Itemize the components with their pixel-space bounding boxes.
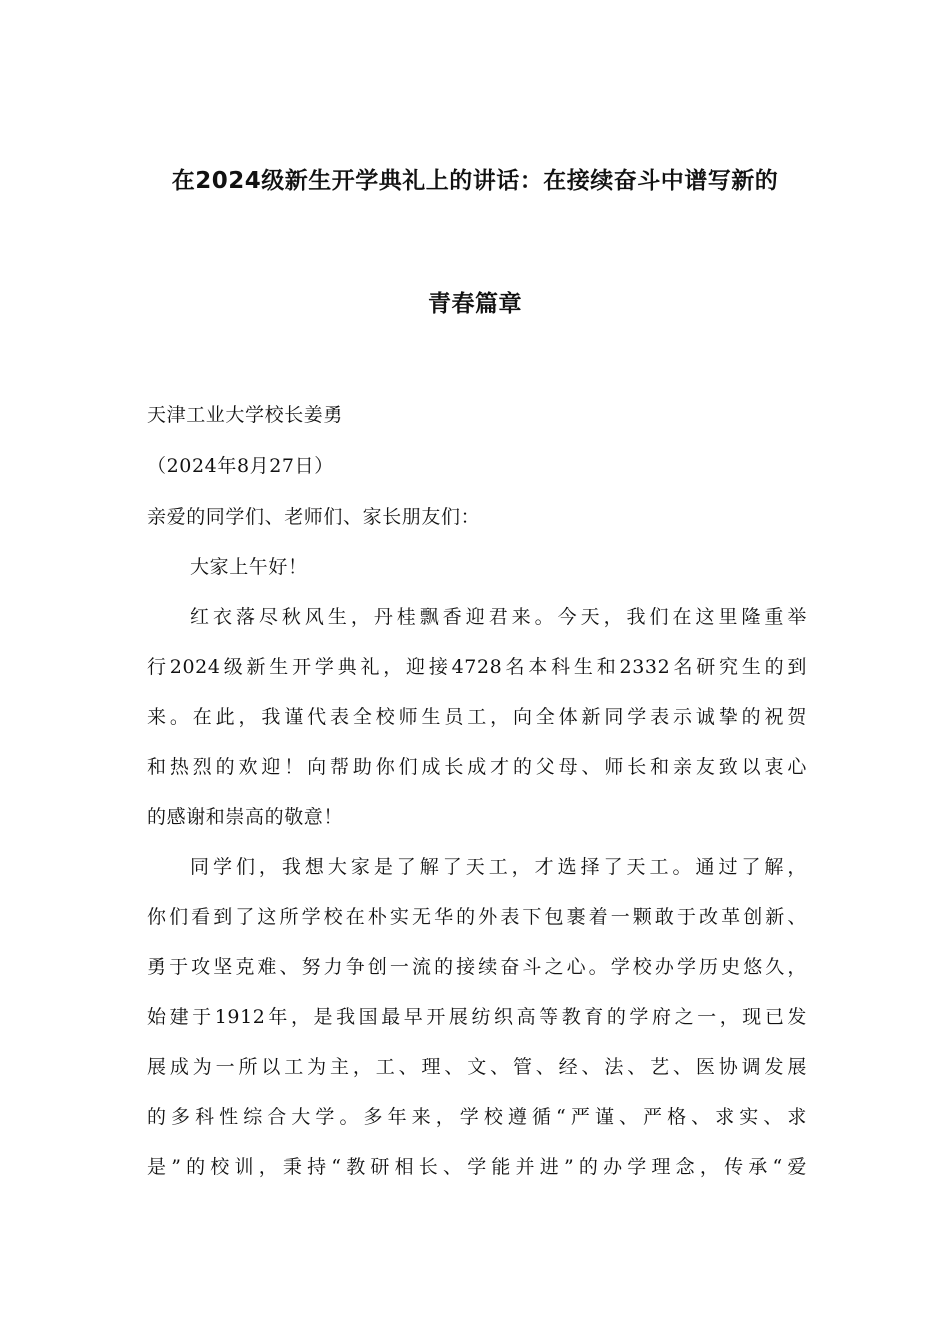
paragraph-2-line: 勇于攻坚克难、努力争创一流的接续奋斗之心。学校办学历史悠久， — [147, 956, 807, 978]
paragraph-1-line: 的感谢和崇高的敬意！ — [147, 806, 344, 828]
paragraph-2-line: 的多科性综合大学。多年来，学校遵循“严谨、严格、求实、求 — [147, 1106, 807, 1128]
greeting-line: 大家上午好！ — [190, 556, 308, 578]
paragraph-2-line: 是”的校训，秉持“教研相长、学能并进”的办学理念，传承“爱 — [147, 1156, 807, 1178]
paragraph-2-line: 你们看到了这所学校在朴实无华的外表下包裹着一颗敢于改革创新、 — [147, 906, 807, 928]
author-line: 天津工业大学校长姜勇 — [147, 404, 344, 426]
title-line-1: 在2024级新生开学典礼上的讲话：在接续奋斗中谱写新的 — [171, 168, 779, 194]
paragraph-2-line: 展成为一所以工为主，工、理、文、管、经、法、艺、医协调发展 — [147, 1056, 807, 1078]
paragraph-1-line: 红衣落尽秋风生，丹桂飘香迎君来。今天，我们在这里隆重举 — [190, 606, 807, 628]
paragraph-2-line: 同学们，我想大家是了解了天工，才选择了天工。通过了解， — [190, 856, 807, 878]
title-line-2: 青春篇章 — [428, 291, 522, 317]
date-line: （2024年8月27日） — [147, 455, 334, 477]
paragraph-2-line: 始建于1912年，是我国最早开展纺织高等教育的学府之一，现已发 — [147, 1006, 807, 1028]
paragraph-1-line: 行2024级新生开学典礼，迎接4728名本科生和2332名研究生的到 — [147, 656, 807, 678]
paragraph-1-line: 来。在此，我谨代表全校师生员工，向全体新同学表示诚挚的祝贺 — [147, 706, 807, 728]
paragraph-1-line: 和热烈的欢迎！向帮助你们成长成才的父母、师长和亲友致以衷心 — [147, 756, 807, 778]
salutation-line: 亲爱的同学们、老师们、家长朋友们： — [147, 506, 481, 528]
